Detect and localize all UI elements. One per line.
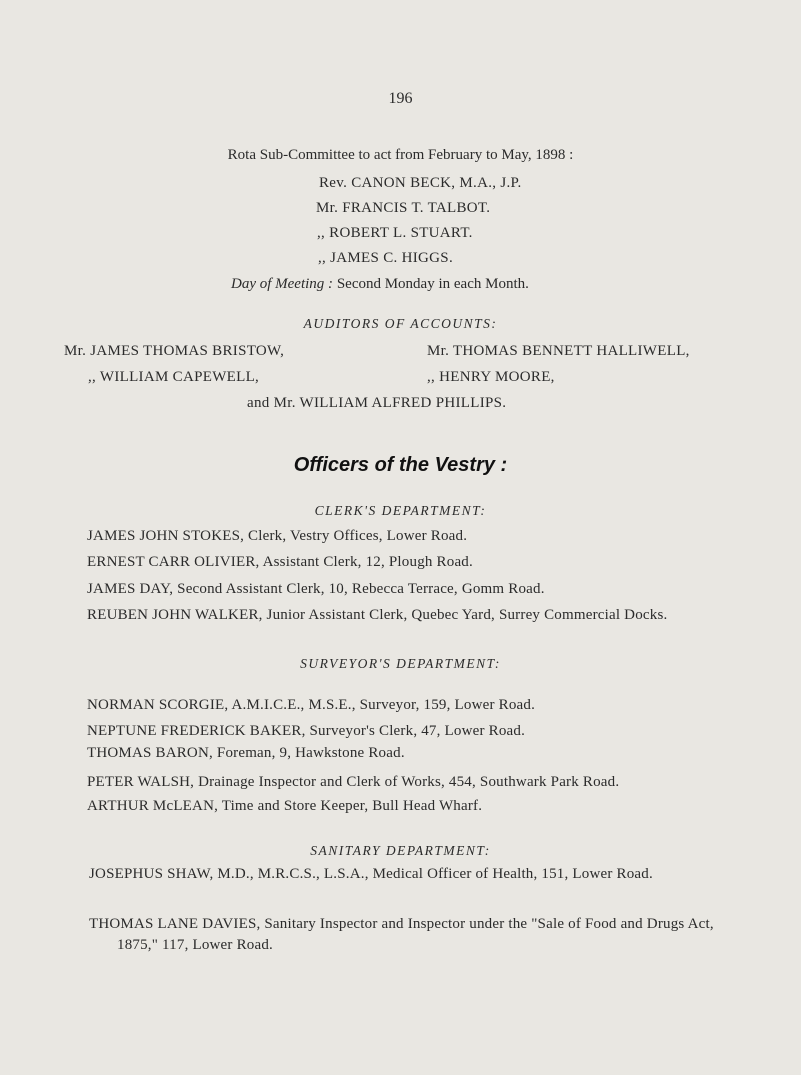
officer-entry: JOSEPHUS SHAW, M.D., M.R.C.S., L.S.A., Medical Officer of Health, 151, Lower Road. [89,866,653,882]
rota-member: ,, ROBERT L. STUART. [317,225,473,241]
clerks-heading: CLERK'S DEPARTMENT: [314,503,487,518]
officer-entry: JAMES DAY, Second Assistant Clerk, 10, Rebecca Terrace, Gomm Road. [87,581,545,597]
auditors-heading: AUDITORS OF ACCOUNTS: [303,316,498,331]
auditor-name: Mr. THOMAS BENNETT HALLIWELL, [427,343,690,359]
sanitary-heading: SANITARY DEPARTMENT: [310,843,491,858]
officer-entry: NEPTUNE FREDERICK BAKER, Surveyor's Clerk, 47, Lower Road. [87,723,526,739]
auditor-name: ,, HENRY MOORE, [427,369,555,385]
meeting-label: Day of Meeting : [231,276,334,292]
officer-entry: NORMAN SCORGIE, A.M.I.C.E., M.S.E., Surveyor, 159, Lower Road. [87,697,536,713]
surveyors-heading: SURVEYOR'S DEPARTMENT: [300,656,501,671]
meeting-value: Second Monday in each Month. [336,276,529,292]
officer-entry: ERNEST CARR OLIVIER, Assistant Clerk, 12, Plough Road. [87,554,473,570]
rota-member: ,, JAMES C. HIGGS. [318,250,454,266]
rota-member: Rev. CANON BECK, M.A., J.P. [319,175,522,191]
officers-heading: Officers of the Vestry : [293,454,508,476]
officer-entry: THOMAS BARON, Foreman, 9, Hawkstone Road. [87,745,405,761]
auditor-name: and Mr. WILLIAM ALFRED PHILLIPS. [247,395,507,411]
auditor-name: Mr. JAMES THOMAS BRISTOW, [64,343,285,359]
rota-member: Mr. FRANCIS T. TALBOT. [316,200,491,216]
rota-intro: Rota Sub-Committee to act from February to May, 1898 : [227,147,574,163]
auditor-name: ,, WILLIAM CAPEWELL, [88,369,260,385]
meeting-line [231,276,529,293]
officer-entry: THOMAS LANE DAVIES, Sanitary Inspector and Inspector under the "Sale of Food and Drugs Act, 1875," 117, Lower Road. [89,916,714,953]
officer-entry: REUBEN JOHN WALKER, Junior Assistant Clerk, Quebec Yard, Surrey Commercial Docks. [87,607,668,623]
officer-entry: PETER WALSH, Drainage Inspector and Clerk of Works, 454, Southwark Park Road. [87,774,620,790]
officer-entry: ARTHUR McLEAN, Time and Store Keeper, Bull Head Wharf. [87,798,483,814]
officer-entry: JAMES JOHN STOKES, Clerk, Vestry Offices, Lower Road. [87,528,468,544]
page-number: 196 [388,90,413,107]
